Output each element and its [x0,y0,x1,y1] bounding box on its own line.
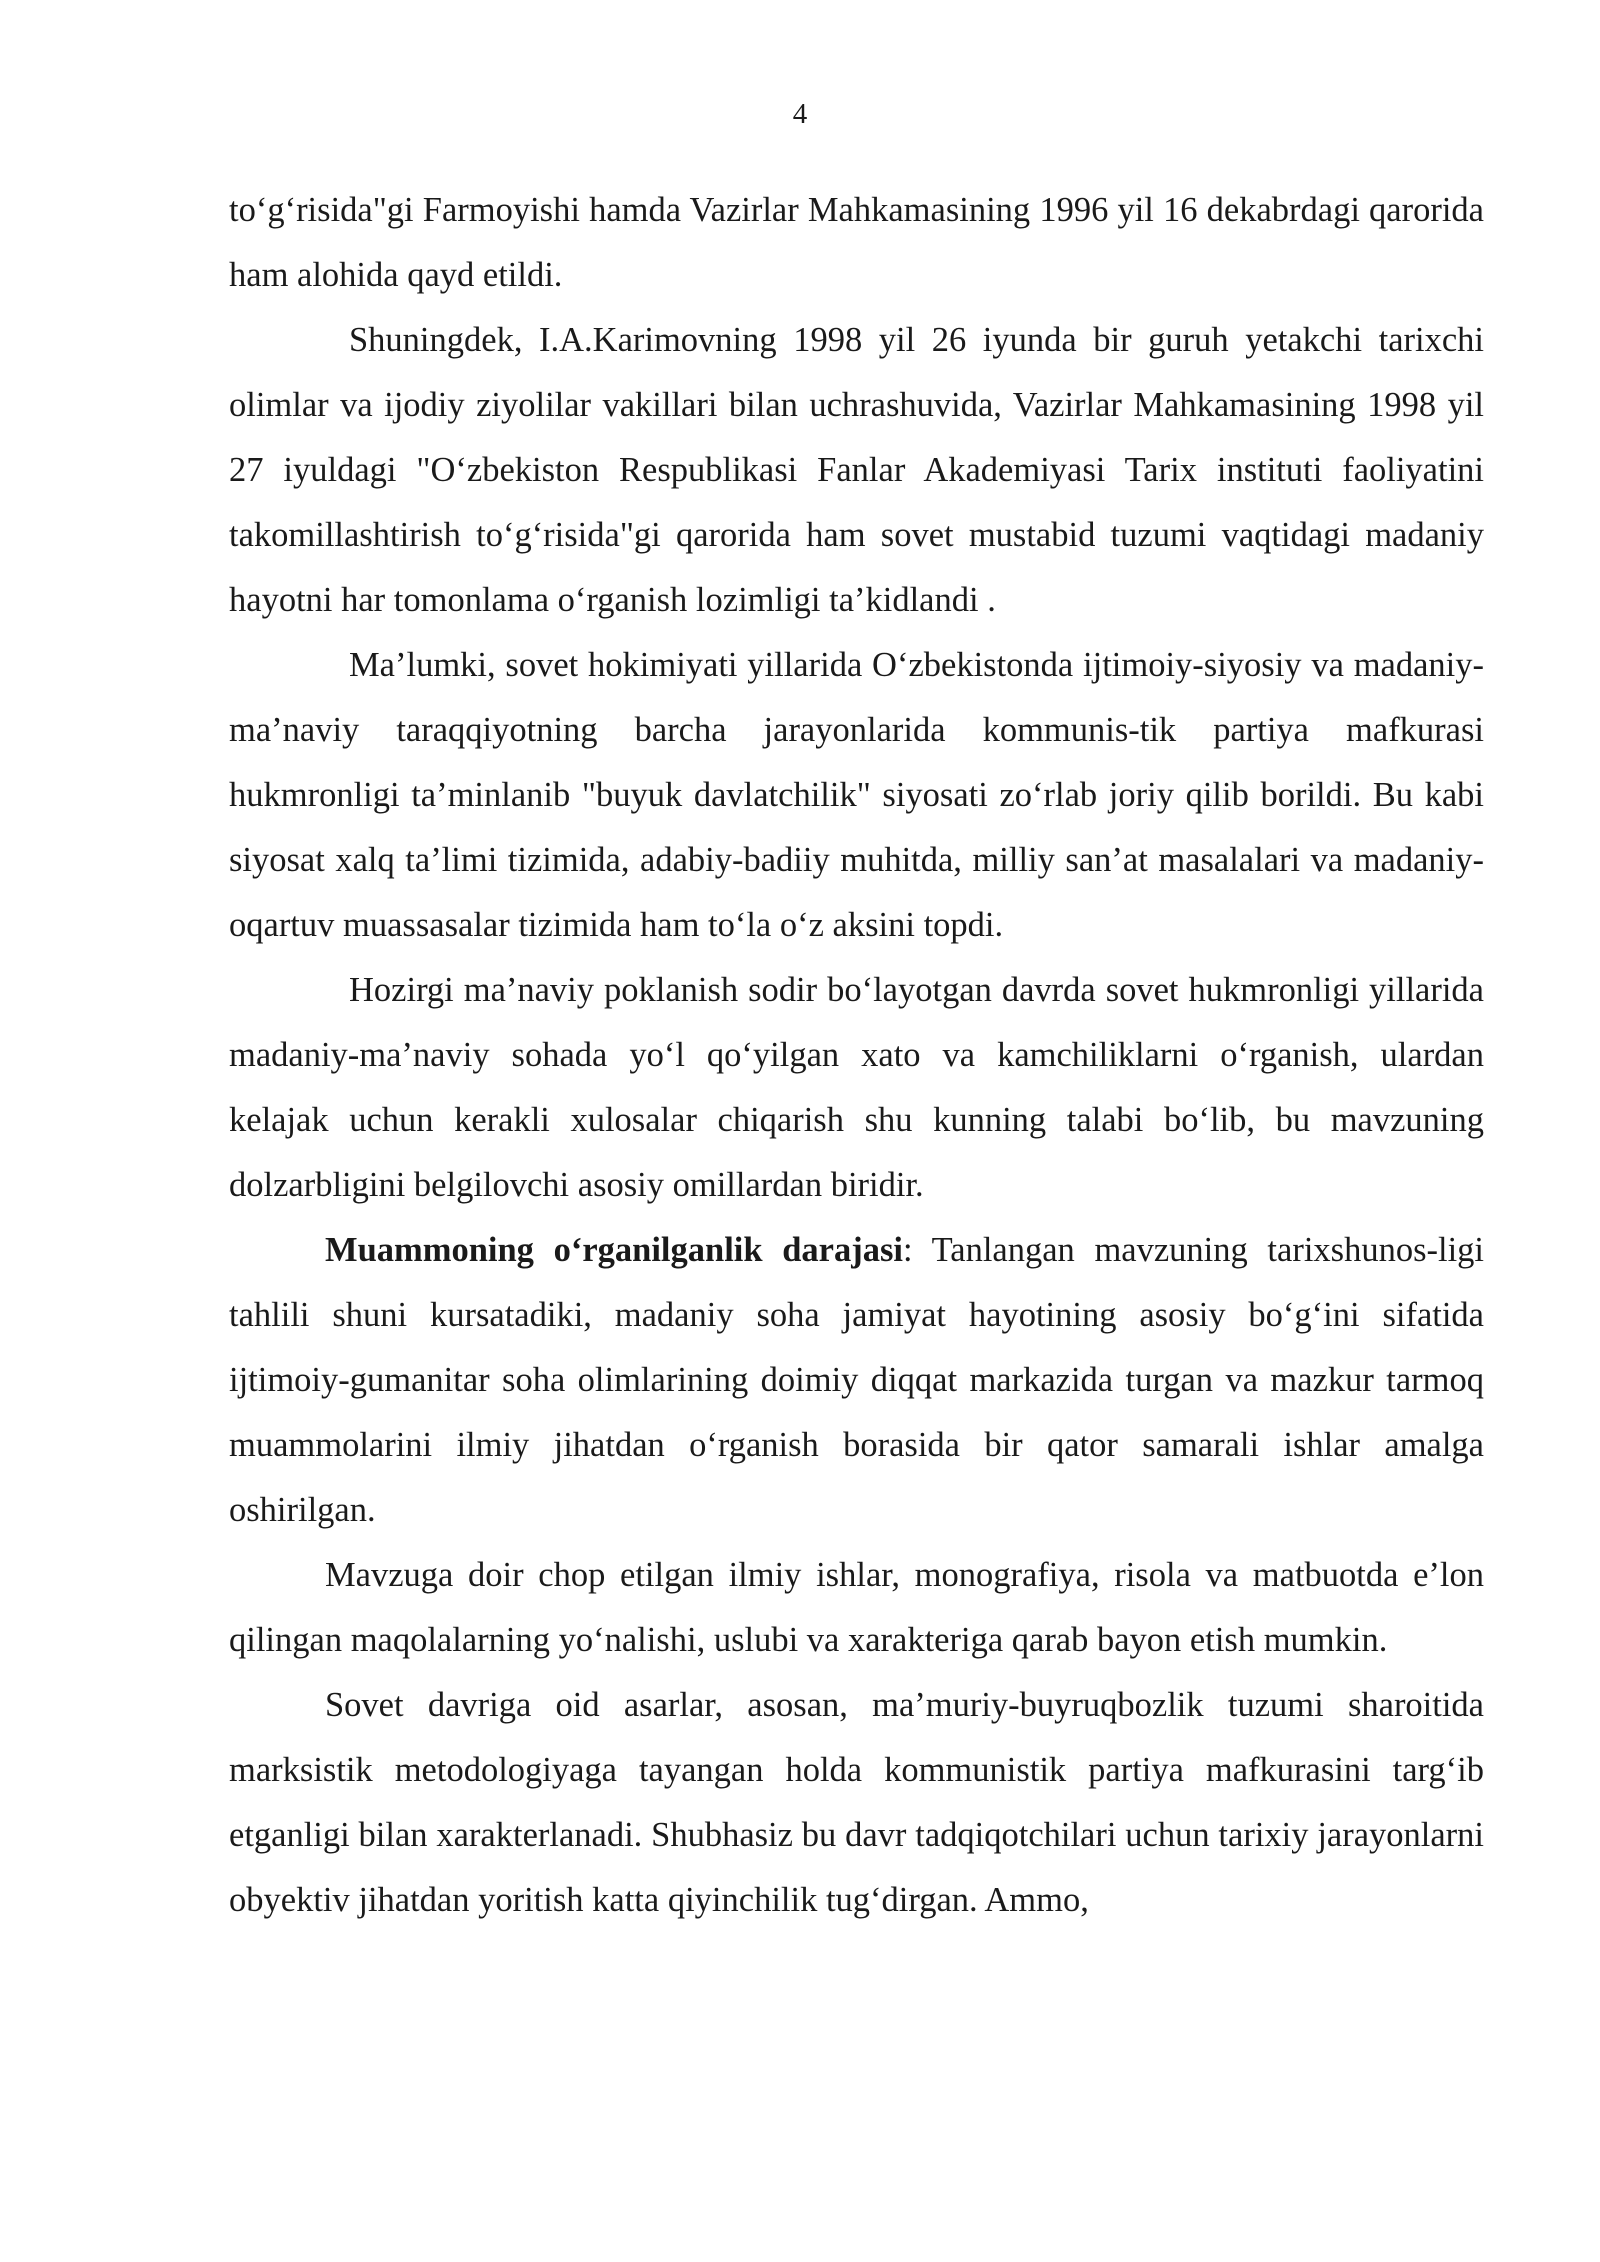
paragraph-soviet-ideology: Ma’lumki, sovet hokimiyati yillarida O‘zbekistonda ijtimoiy-siyosiy va madaniy-ma’naviy taraqqiyotning barcha jarayonlarida kommunis-tik partiya mafkurasi hukmronligi ta’minlanib "buyuk davlatchilik" siyosati zo‘rlab joriy qilib borildi. Bu kabi siyosat xalq ta’limi tizimida, adabiy-badiiy muhitda, milliy san’at masalalari va madaniy-oqartuv muassasalar tizimida ham to‘la o‘z aksini topdi. [229,646,1484,944]
paragraph-soviet-works: Sovet davriga oid asarlar, asosan, ma’muriy-buyruqbozlik tuzumi sharoitida marksistik metodologiyaga tayangan holda kommunistik partiya mafkurasini targ‘ib etganligi bilan xarakterlanadi. Shubhasiz bu davr tadqiqotchilari uchun tarixiy jarayonlarni obyektiv jihatdan yoritish katta qiyinchilik tug‘dirgan. Ammo, [229,1686,1484,1919]
research-level-heading: Muammoning o‘rganilganlik darajasi [325,1231,903,1269]
paragraph-continuation: to‘g‘risida"gi Farmoyishi hamda Vazirlar Mahkamasining 1996 yil 16 dekabrdagi qarorida ham alohida qayd etildi. [229,191,1484,294]
research-level-text: : Tanlangan mavzuning tarixshunos-ligi tahlili shuni kursatadiki, madaniy soha jamiyat hayotining asosiy bo‘g‘ini sifatida ijtimoiy-gumanitar soha olimlarining doimiy diqqat markazida turgan va mazkur tarmoq muammolarini ilmiy jihatdan o‘rganish borasida bir qator samarali ishlar amalga oshirilgan. [229,1231,1484,1529]
paragraph-relevance: Hozirgi ma’naviy poklanish sodir bo‘layotgan davrda sovet hukmronligi yillarida madaniy-ma’naviy sohada yo‘l qo‘yilgan xato va kamchiliklarni o‘rganish, ulardan kelajak uchun kerakli xulosalar chiqarish shu kunning talabi bo‘lib, bu mavzuning dolzarbligini belgilovchi asosiy omillardan biridir. [229,971,1484,1204]
paragraph-publications: Mavzuga doir chop etilgan ilmiy ishlar, monografiya, risola va matbuotda e’lon qilingan maqolalarning yo‘nalishi, uslubi va xarakteriga qarab bayon etish mumkin. [229,1556,1484,1659]
page-number: 4 [792,98,808,130]
paragraph-research-level [229,1218,1484,1543]
paragraph-karimov-meeting: Shuningdek, I.A.Karimovning 1998 yil 26 iyunda bir guruh yetakchi tarixchi olimlar va ijodiy ziyolilar vakillari bilan uchrashuvida, Vazirlar Mahkamasining 1998 yil 27 iyuldagi "O‘zbekiston Respublikasi Fanlar Akademiyasi Tarix instituti faoliyatini takomillashtirish to‘g‘risida"gi qarorida ham sovet mustabid tuzumi vaqtidagi madaniy hayotni har tomonlama o‘rganish lozimligi ta’kidlandi . [229,321,1484,619]
document-body [229,178,1484,1933]
